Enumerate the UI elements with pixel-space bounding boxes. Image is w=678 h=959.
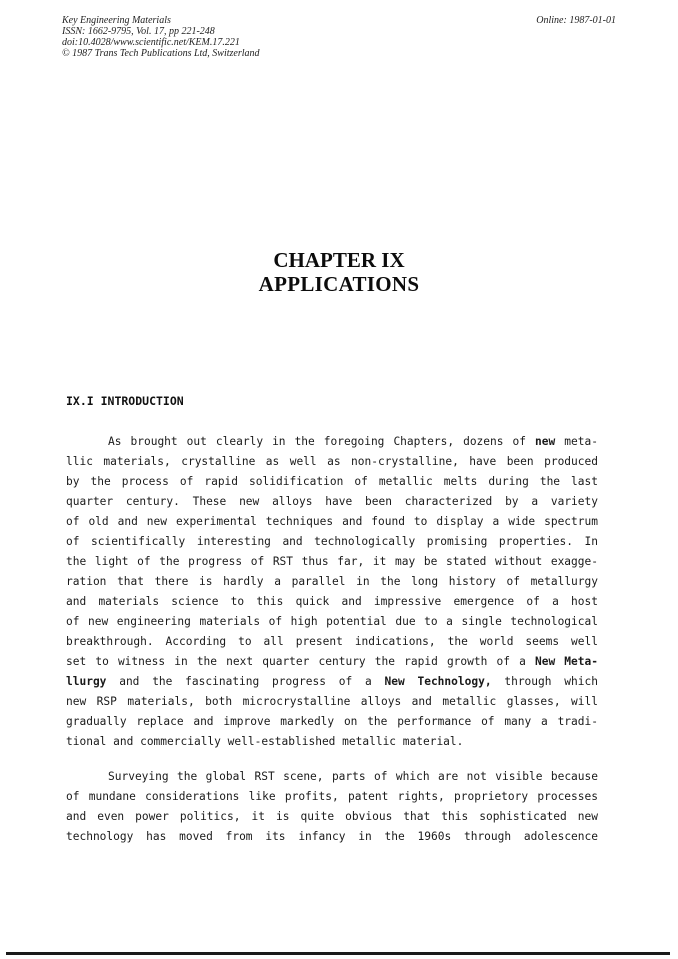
emphasis-text: New Technology, bbox=[384, 675, 492, 688]
text-line: Surveying the global RST scene, parts of which are not visible because bbox=[108, 770, 598, 783]
text-line: by the process of rapid solidification of metallic melts during the last bbox=[66, 475, 598, 488]
text-line: breakthrough. According to all present indications, the world seems well bbox=[66, 635, 598, 648]
publication-info bbox=[62, 15, 260, 59]
introduction-paragraph-1 bbox=[66, 432, 598, 752]
text-line: ration that there is hardly a parallel in the long history of metallurgy bbox=[66, 575, 598, 588]
text-line: quarter century. These new alloys have been characterized by a variety bbox=[66, 495, 598, 508]
online-date: Online: 1987-01-01 bbox=[536, 15, 616, 26]
emphasis-text: New Meta- bbox=[534, 655, 598, 668]
journal-name: Key Engineering Materials bbox=[62, 15, 171, 26]
text-line: set to witness in the next quarter century the rapid growth of a New Meta- bbox=[66, 655, 598, 668]
chapter-title: APPLICATIONS bbox=[258, 272, 420, 296]
copyright-line: © 1987 Trans Tech Publications Ltd, Switzerland bbox=[62, 48, 260, 59]
doi-line: doi:10.4028/www.scientific.net/KEM.17.221 bbox=[62, 37, 240, 48]
emphasis-text: llurgy bbox=[66, 675, 107, 688]
text-line: of new engineering materials of high potential due to a single technological bbox=[66, 615, 598, 628]
text-line: of scientifically interesting and technologically promising properties. In bbox=[66, 535, 598, 548]
introduction-paragraph-2 bbox=[66, 767, 598, 847]
issn-line: ISSN: 1662-9795, Vol. 17, pp 221-248 bbox=[62, 26, 215, 37]
text-line: and even power politics, it is quite obvious that this sophisticated new bbox=[66, 810, 598, 823]
text-line: gradually replace and improve markedly on the performance of many a tradi- bbox=[66, 715, 598, 728]
text-line: the light of the progress of RST thus far, it may be stated without exagge- bbox=[66, 555, 598, 568]
page-bottom-rule bbox=[6, 952, 670, 955]
text-line: and materials science to this quick and impressive emergence of a host bbox=[66, 595, 598, 608]
text-line: technology has moved from its infancy in the 1960s through adolescence bbox=[66, 830, 598, 843]
text-line: new RSP materials, both microcrystalline alloys and metallic glasses, will bbox=[66, 695, 598, 708]
text-line: llic materials, crystalline as well as non-crystalline, have been produced bbox=[66, 455, 598, 468]
text-line: As brought out clearly in the foregoing Chapters, dozens of new meta- bbox=[108, 435, 598, 448]
chapter-number: CHAPTER IX bbox=[273, 248, 405, 272]
text-line: tional and commercially well-established metallic material. bbox=[66, 735, 464, 748]
emphasis-text: new bbox=[535, 435, 556, 448]
section-heading: IX.I INTRODUCTION bbox=[66, 394, 184, 408]
text-line: of mundane considerations like profits, patent rights, proprietory processes bbox=[66, 790, 598, 803]
text-line: llurgy and the fascinating progress of a New Technology, through which bbox=[66, 675, 598, 688]
text-line: of old and new experimental techniques and found to display a wide spectrum bbox=[66, 515, 598, 528]
